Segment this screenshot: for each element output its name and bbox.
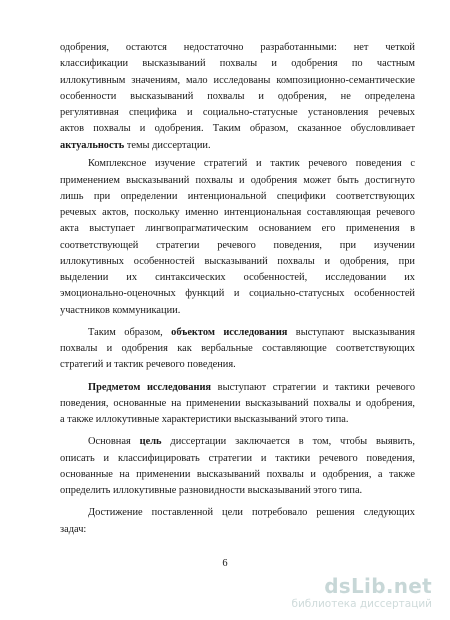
text-line: поведения, основанные на применении высказываний похвалы и одобрения, (60, 397, 415, 409)
watermark-logo: dsLib.net (324, 574, 432, 598)
text-line: описать и классифицировать стратегии и тактики речевого поведения, (60, 452, 415, 464)
document-body (60, 40, 415, 538)
watermark-subtitle: библиотека диссертаций (291, 598, 432, 610)
text-line: Комплексное изучение стратегий и тактик речевого поведения с (88, 158, 415, 170)
bold-term-goal: цель (139, 436, 162, 448)
text-line (60, 325, 415, 341)
bold-term-object: объектом исследования (171, 326, 288, 338)
paragraph-goal (60, 434, 415, 499)
text-line: актов похвалы и одобрения. Таким образом, сказанное обусловливает (60, 123, 415, 135)
text-line: а также иллокутивные характеристики высказываний этого типа. (60, 414, 349, 425)
text-line (60, 434, 415, 450)
text-line (60, 138, 415, 154)
text-line: применением высказываний похвалы и одобрения может быть достигнуто (60, 174, 415, 186)
text-line: выделении их синтаксических особенностей, исследовании их (60, 272, 415, 283)
text-fragment: выступают высказывания (287, 326, 415, 338)
paragraph-complex-study (60, 156, 415, 319)
text-line: эмоционально-оценочных функций и социально-статусных особенностей (60, 288, 415, 300)
paragraph-tasks (60, 505, 415, 538)
text-line: классификации высказываний похвалы и одобрения по частным (60, 58, 415, 70)
text-fragment: диссертации заключается в том, чтобы выявить, (161, 436, 416, 448)
text-line: Достижение поставленной цели потребовало решения следующих (88, 507, 415, 519)
text-line (60, 380, 415, 396)
text-fragment: Основная (88, 436, 140, 448)
text-line: речевых актов, поскольку именно интенциональная составляющая речевого (60, 207, 415, 218)
text-line: стратегий и тактик речевого поведения. (60, 359, 236, 371)
text-fragment: выступают стратегии и тактики речевого (211, 381, 416, 393)
text-line: особенности высказываний похвалы и одобрения, не определена (60, 90, 415, 102)
watermark (242, 574, 432, 612)
text-line: иллокутивных особенностей высказываний похвалы и одобрения, при (60, 255, 415, 267)
text-line: акта выступает лингвопрагматическим основанием его применения в (60, 223, 415, 235)
text-fragment: темы диссертации. (124, 139, 211, 151)
text-line: соответствующей стратегии речевого поведения, при изучении (60, 239, 415, 251)
text-line: похвалы и одобрения как вербальные составляющие соответствующих (60, 343, 415, 354)
page-number: 6 (222, 558, 228, 569)
text-line: регулятивная специфика и социально-статусные установления речевых (60, 107, 415, 118)
text-line: участников коммуникации. (60, 304, 181, 316)
text-line: одобрения, остаются недостаточно разработанными: нет четкой (60, 42, 415, 53)
text-line: определить иллокутивные разновидности высказываний этого типа. (60, 485, 363, 496)
text-line: иллокутивным значениям, мало исследованы композиционно-семантические (60, 74, 415, 86)
text-line: задач: (60, 523, 87, 535)
paragraph-subject (60, 380, 415, 429)
text-fragment: Таким образом, (88, 326, 172, 338)
bold-term-subject: Предметом исследования (88, 381, 212, 393)
text-line: лишь при определении интенциональной специфики соответствующих (60, 190, 415, 202)
paragraph-object (60, 325, 415, 374)
paragraph-relevance (60, 40, 415, 154)
bold-term-relevance: актуальность (60, 139, 125, 151)
text-line: основанные на применении высказываний похвалы и одобрения, а также (60, 468, 415, 480)
